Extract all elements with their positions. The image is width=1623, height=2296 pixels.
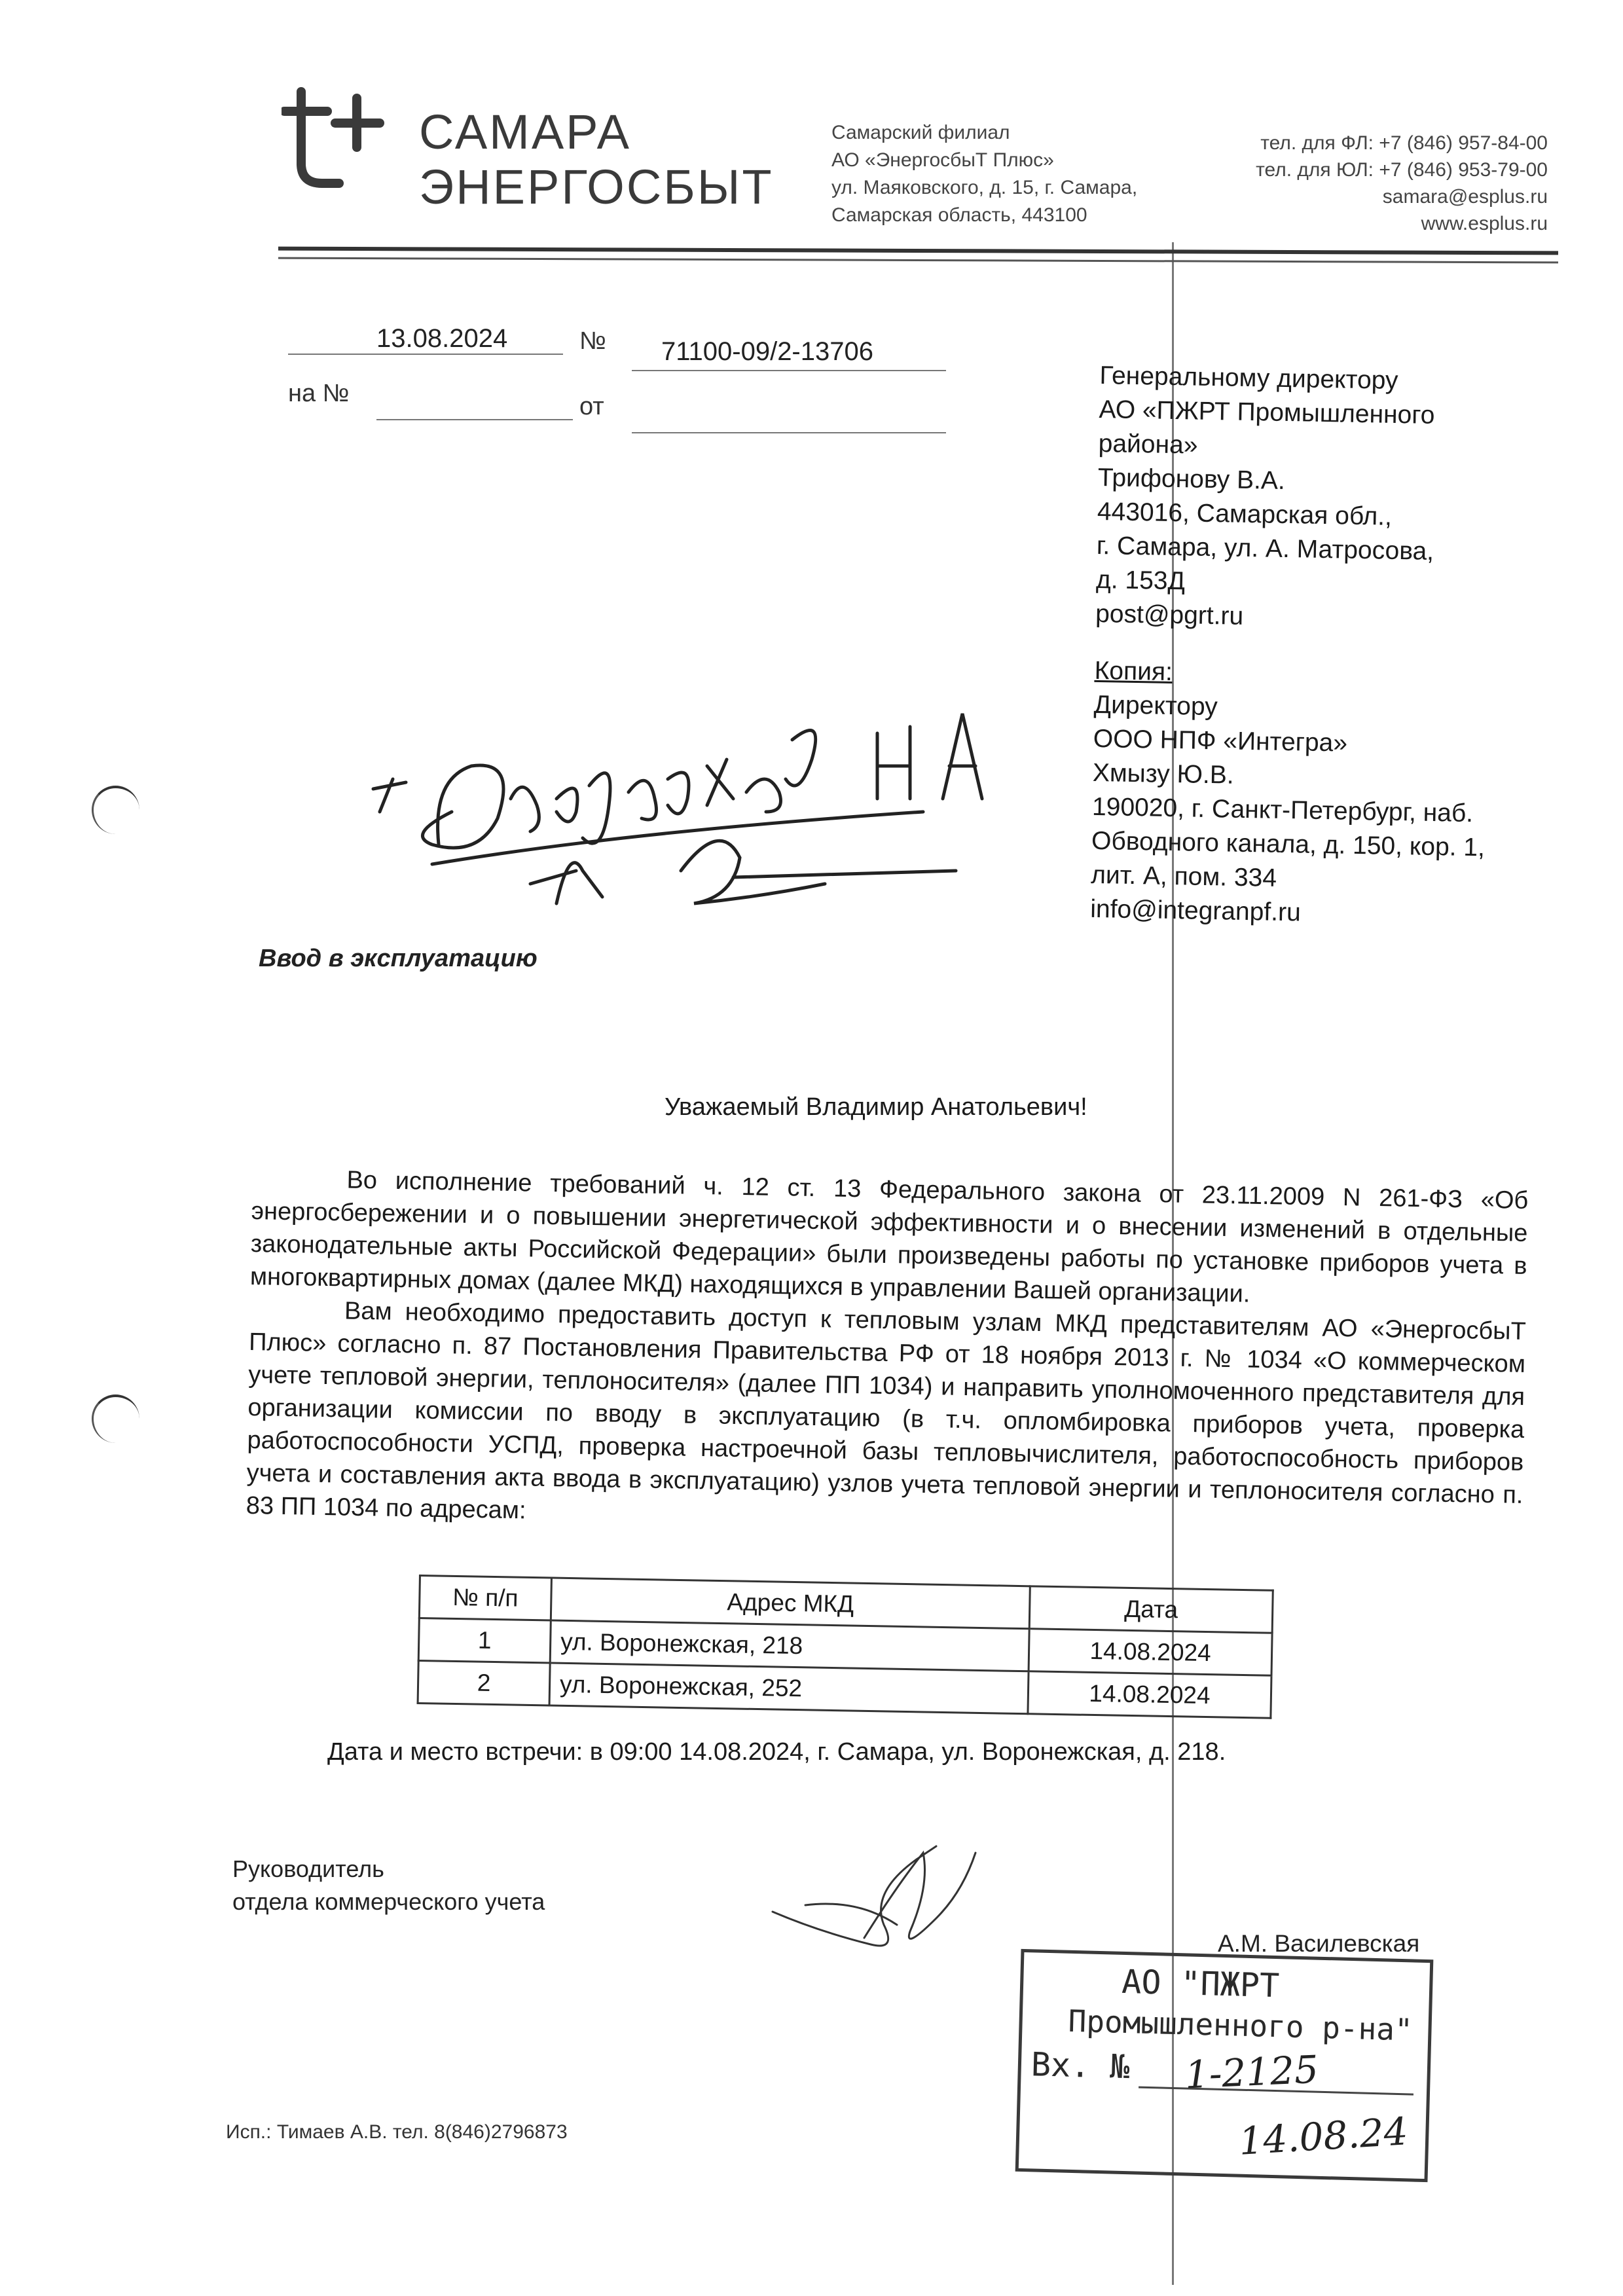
letter-number: 71100-09/2-13706 [661,337,873,366]
signatory-position [232,1853,545,1918]
header-address: Адрес МКД [551,1578,1030,1629]
copy-line: Обводного канала, д. 150, кор. 1, [1091,826,1486,862]
addressee-block [1090,359,1493,933]
contact-website: www.esplus.ru [1421,213,1548,234]
body-paragraph-1: Во исполнение требований ч. 12 ст. 13 Федерального закона от 23.11.2009 N 261-ФЗ «Об энергосбережении и о повышении энергетической эффективности и о внесении изменений в отдельные законодательные акты Российской Федерации» были произведены работы по установке приборов учета в многоквартирных домах (далее МКД) находящихся в управлении Вашей организации. [249,1166,1529,1308]
stamp-number-label: Вх. № [1030,2045,1131,2086]
from-line [632,432,946,433]
header-date: Дата [1029,1586,1273,1633]
signature-scribble [766,1833,1015,1967]
letter-subject: Ввод в эксплуатацию [259,945,538,972]
row-number: 2 [418,1661,550,1705]
branch-line: ул. Маяковского, д. 15, г. Самара, [831,177,1138,198]
branch-line: Самарский филиал [831,122,1010,143]
punch-hole [92,786,139,834]
addressee-line: АО «ПЖРТ Промышленного [1099,395,1435,429]
address-table [417,1575,1274,1719]
meeting-info: Дата и место встречи: в 09:00 14.08.2024, г. Самара, ул. Воронежская, д. 218. [327,1738,1226,1766]
addressee-email: post@pgrt.ru [1095,599,1244,630]
row-number: 1 [418,1618,551,1663]
branch-line: Самарская область, 443100 [831,204,1087,226]
header-number: № п/п [419,1576,551,1620]
letter-date: 13.08.2024 [376,324,508,353]
addressee-line: 443016, Самарская обл., [1097,497,1393,531]
stamp-handwritten-date: 14.08.24 [1237,2109,1410,2164]
addressee-line: г. Самара, ул. А. Матросова, [1096,531,1434,566]
row-date: 14.08.2024 [1029,1629,1272,1675]
copy-email: info@integranpf.ru [1089,894,1302,927]
row-address: ул. Воронежская, 252 [549,1663,1029,1714]
reply-to-label: на № [288,380,350,407]
copy-line: Хмызу Ю.В. [1092,758,1235,790]
stamp-handwritten-number: 1-2125 [1184,2047,1320,2098]
from-label: от [579,393,604,420]
phone-companies: тел. для ЮЛ: +7 (846) 953-79-00 [1256,159,1548,181]
copy-label: Копия: [1094,656,1173,687]
addressee-line: д. 153Д [1095,565,1186,596]
reply-to-line [376,419,573,420]
copy-line: Директору [1093,690,1218,721]
number-label: № [579,327,606,355]
header-rule [278,247,1558,255]
position-line-2: отдела коммерческого учета [232,1888,545,1915]
addressee-line: Трифонову В.А. [1097,463,1286,495]
handwriting-scribble [367,648,1008,923]
logo-line-2: ЭНЕРГОСБЫТ [419,160,774,214]
position-line-1: Руководитель [232,1855,384,1882]
date-line [288,354,563,355]
stamp-line-1: АО "ПЖРТ [1121,1962,1280,2005]
punch-hole [92,1394,139,1443]
handwritten-resolution [367,648,1008,926]
copy-line: ООО НПФ «Интегра» [1093,724,1348,757]
row-address: ул. Воронежская, 218 [550,1620,1029,1671]
copy-line: лит. А, пом. 334 [1090,860,1277,892]
phone-individuals: тел. для ФЛ: +7 (846) 957-84-00 [1260,132,1548,154]
logo-wordmark [419,105,774,215]
number-line [632,370,946,371]
body-paragraph-2: Вам необходимо предоставить доступ к тепловым узлам МКД представителям АО «ЭнергосбыТ Плюс» согласно п. 87 Постановления Правительства РФ от 18 ноября 2013 г. № 1034 «О коммерческом учете тепловой энергии, теплоносителя» (далее ПП 1034) и направить уполномоченного представителя для организации комиссии по вводу в эксплуатацию (в т.ч. опломбировка приборов учета, проверка работоспособности УСПД, проверка настроечной базы тепловычислителя, работоспособность приборов учета и составления акта ввода в эксплуатацию) узлов учета тепловой энергии и теплоносителя согласно п. 83 ПП 1034 по адресам: [246,1297,1527,1525]
signature-icon [766,1833,1015,1964]
executor-info: Исп.: Тимаев А.В. тел. 8(846)2796873 [226,2121,568,2143]
logo-line-1: САМАРА [419,105,631,159]
stamp-line-2: Промышленного р-на" [1067,2003,1413,2048]
contact-email: samara@esplus.ru [1382,186,1548,208]
branch-line: АО «ЭнергосбыТ Плюс» [831,149,1054,171]
company-logo [282,85,393,200]
copy-line: 190020, г. Санкт-Петербург, наб. [1091,792,1474,828]
letter-body [246,1162,1528,1544]
signatory-name: А.М. Василевская [1218,1930,1420,1957]
branch-info [831,119,1137,229]
addressee-line: Генеральному директору [1099,361,1398,395]
contact-info [1256,130,1548,237]
greeting: Уважаемый Владимир Анатольевич! [665,1093,1087,1121]
addressee-line: района» [1098,429,1198,460]
logo-mark-icon [282,85,393,196]
row-date: 14.08.2024 [1028,1671,1271,1718]
header-rule-thin [278,257,1558,264]
address-table-wrapper [417,1575,1274,1719]
incoming-stamp [1015,1949,1434,2182]
